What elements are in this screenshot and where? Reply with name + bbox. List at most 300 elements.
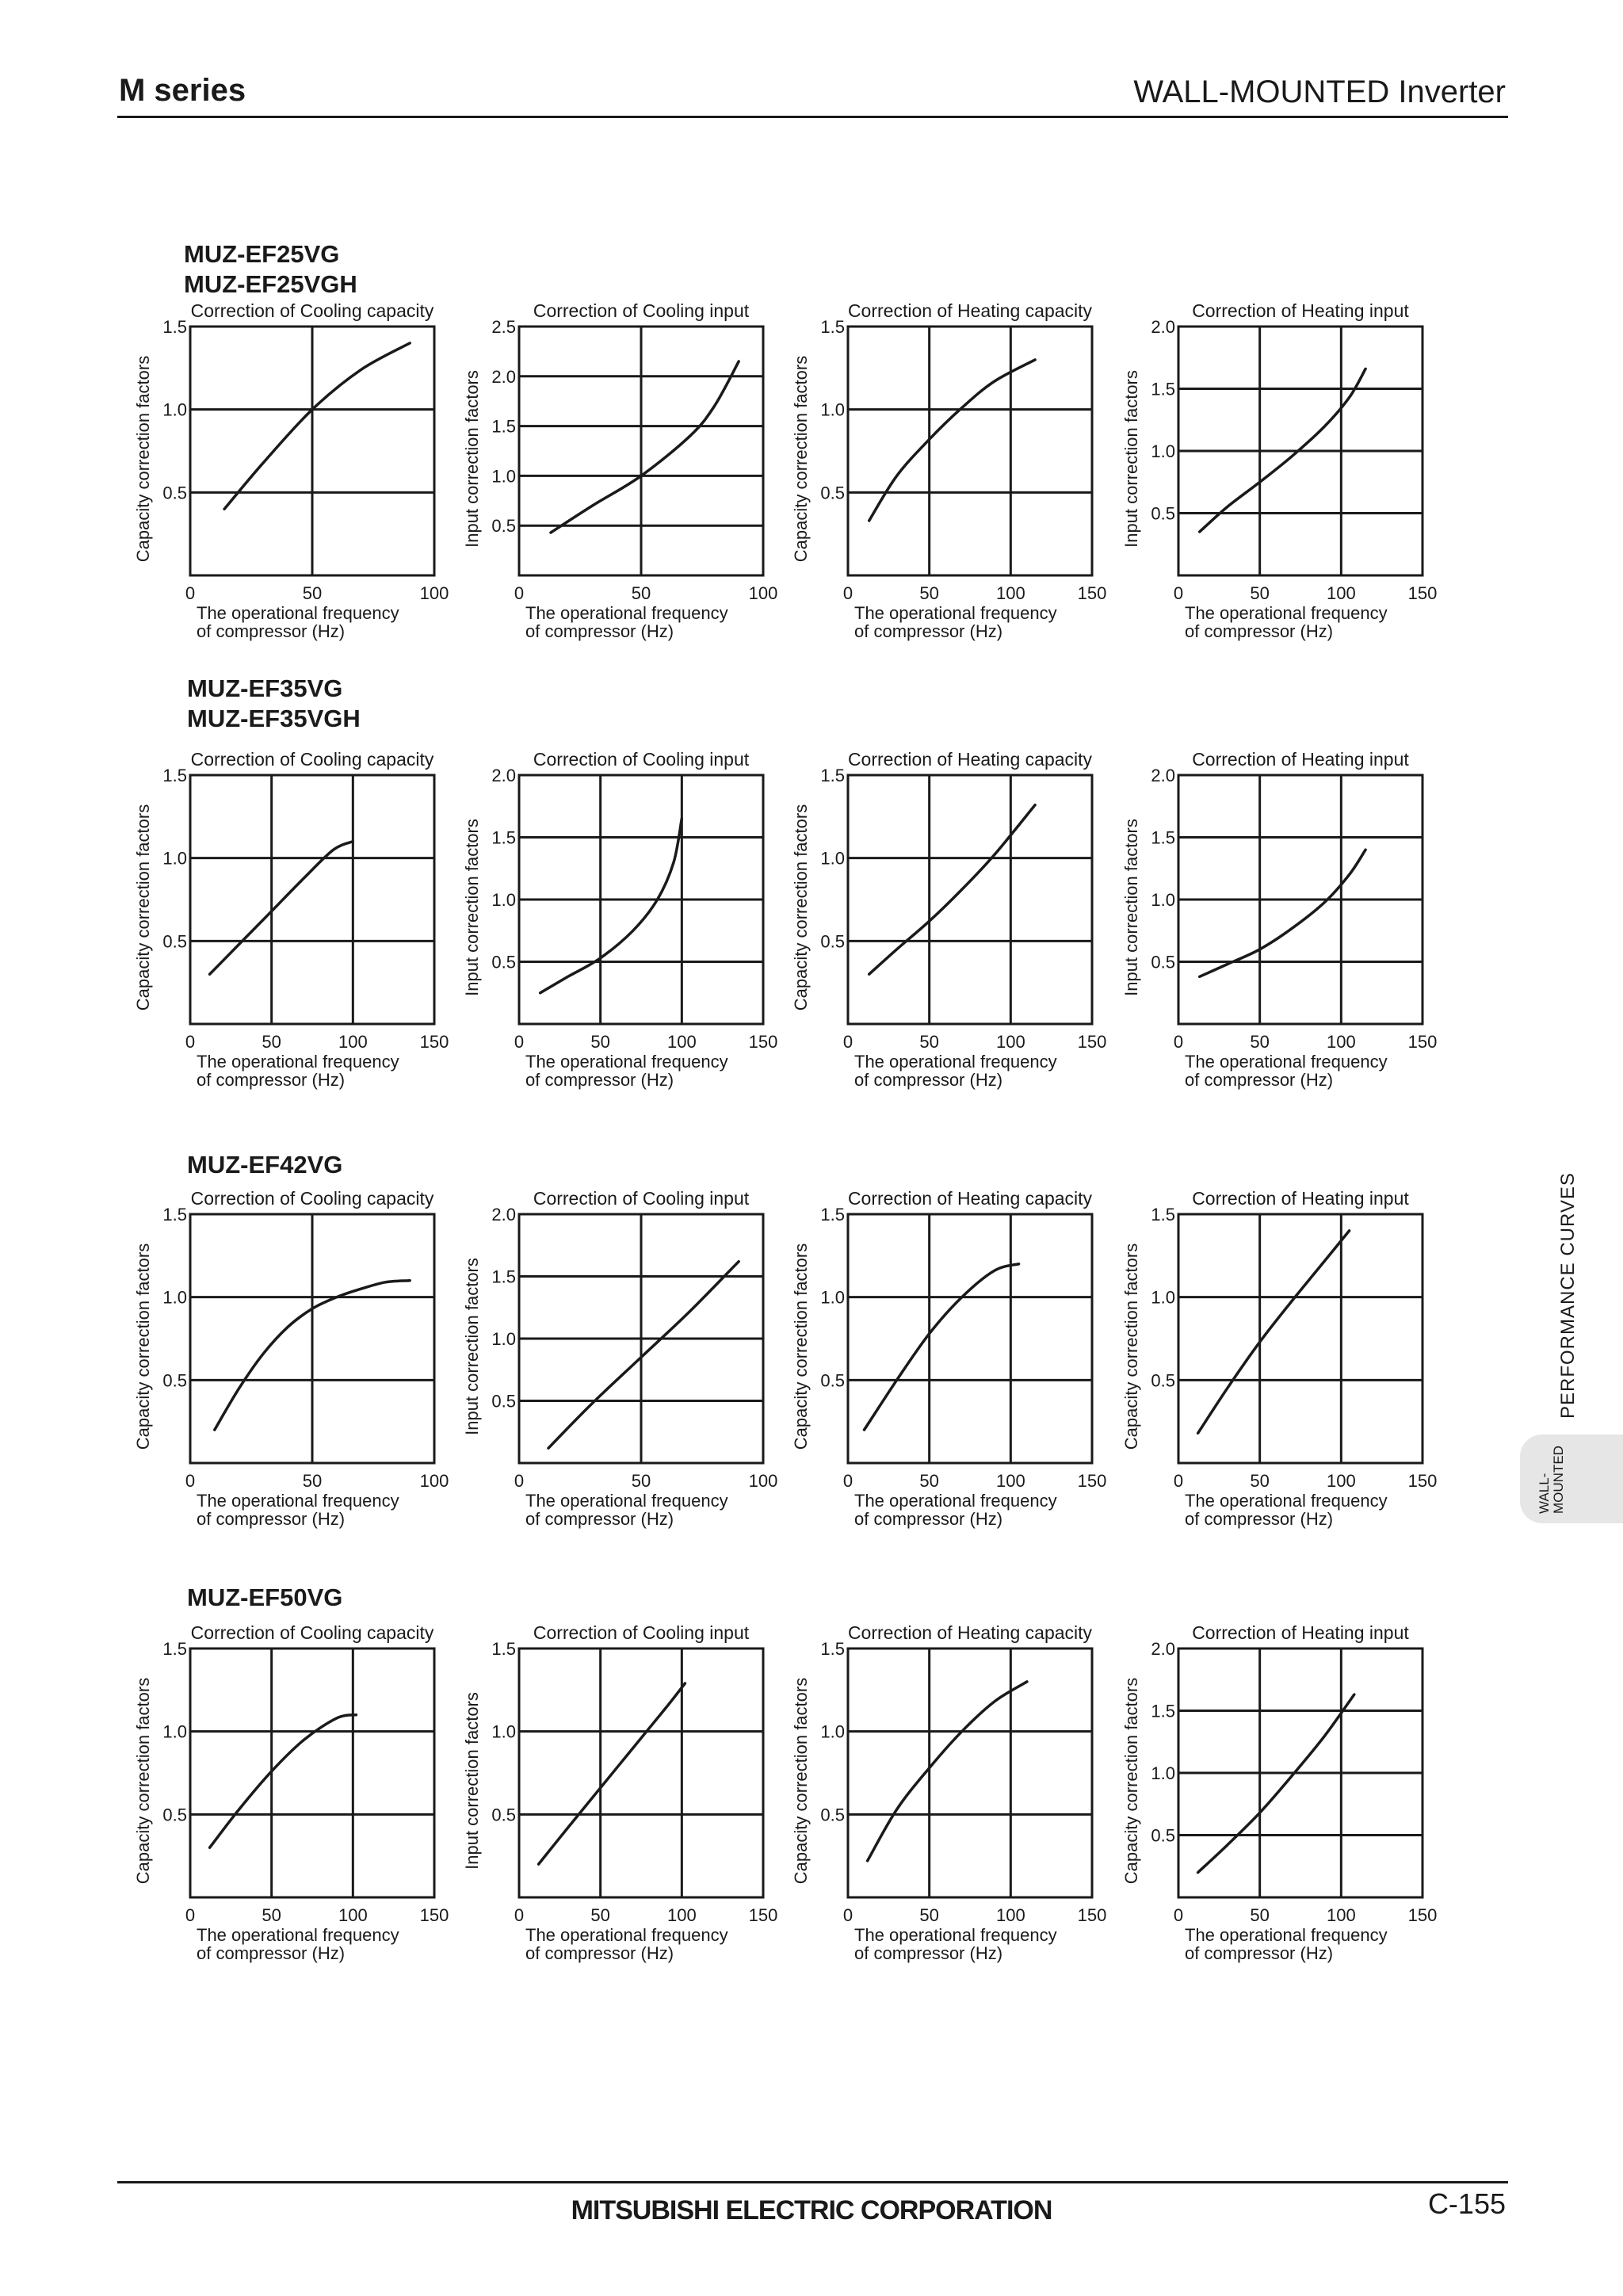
y-tick-label: 2.0 — [491, 766, 516, 785]
y-axis-label: Capacity correction factors — [791, 1677, 811, 1885]
x-tick-label: 150 — [1077, 1032, 1107, 1052]
data-point — [360, 369, 362, 371]
data-point — [1226, 1387, 1228, 1389]
chart-title: Correction of Heating capacity — [847, 1622, 1093, 1643]
chart-title: Correction of Cooling input — [533, 300, 750, 321]
x-tick-label: 150 — [1077, 1471, 1107, 1491]
x-tick-label: 150 — [1407, 1032, 1438, 1052]
x-tick-label: 100 — [748, 583, 778, 603]
y-axis-label: Input correction factors — [1121, 370, 1141, 548]
x-tick-label: 50 — [302, 1471, 323, 1491]
x-tick-label: 150 — [748, 1032, 778, 1052]
y-tick-label: 1.0 — [491, 1329, 516, 1349]
y-tick-label: 1.0 — [491, 1721, 516, 1742]
y-tick-label: 1.0 — [1151, 441, 1175, 461]
x-axis-label: The operational frequency — [854, 1925, 1057, 1945]
x-tick-label: 50 — [1250, 1905, 1270, 1925]
data-point — [1034, 358, 1037, 361]
y-axis-label: Capacity correction factors — [791, 355, 811, 563]
chart-title: Correction of Heating input — [1192, 749, 1409, 770]
x-tick-label: 0 — [1173, 1471, 1184, 1491]
chart-title: Correction of Heating capacity — [847, 300, 1093, 321]
y-tick-label: 0.5 — [1151, 1825, 1175, 1846]
x-tick-label: 0 — [185, 583, 196, 603]
x-axis-label: of compressor (Hz) — [854, 1509, 1003, 1529]
data-point — [960, 407, 963, 409]
x-axis-label: of compressor (Hz) — [525, 1509, 674, 1529]
data-point — [689, 1310, 691, 1312]
x-tick-label: 100 — [748, 1471, 778, 1491]
data-point — [1034, 804, 1037, 806]
x-tick-label: 0 — [514, 1032, 525, 1052]
data-point — [355, 1713, 357, 1716]
y-tick-label: 0.5 — [1151, 1370, 1175, 1391]
data-point — [1258, 481, 1261, 483]
x-tick-label: 150 — [1077, 583, 1107, 603]
data-point — [208, 1847, 211, 1849]
y-tick-label: 1.0 — [162, 848, 187, 869]
x-tick-label: 0 — [514, 1905, 525, 1925]
x-axis-label: of compressor (Hz) — [1185, 621, 1334, 641]
y-axis-label: Input correction factors — [1121, 819, 1141, 996]
x-tick-label: 0 — [842, 583, 854, 603]
data-point — [681, 817, 683, 819]
data-point — [664, 1707, 666, 1710]
chart-title: Correction of Heating input — [1192, 1622, 1409, 1643]
tab-line-2: MOUNTED — [1551, 1446, 1566, 1514]
data-point — [591, 505, 594, 507]
x-axis-label: The operational frequency — [525, 1925, 728, 1945]
y-tick-label: 2.5 — [491, 317, 516, 337]
plot-frame — [190, 775, 434, 1024]
data-point — [409, 342, 411, 344]
y-tick-label: 1.0 — [820, 1721, 845, 1742]
data-point — [213, 1429, 216, 1431]
y-tick-label: 2.0 — [491, 366, 516, 387]
y-tick-label: 1.5 — [491, 1639, 516, 1659]
correction-curve — [868, 1682, 1027, 1861]
y-axis-label: Capacity correction factors — [133, 1677, 153, 1885]
data-point — [1365, 849, 1367, 851]
correction-curve — [210, 1715, 357, 1848]
x-tick-label: 100 — [666, 1905, 697, 1925]
x-axis-label: of compressor (Hz) — [525, 1070, 674, 1090]
data-point — [1348, 1229, 1350, 1232]
x-axis-label: of compressor (Hz) — [854, 621, 1003, 641]
data-point — [993, 380, 995, 383]
data-point — [567, 1827, 569, 1829]
x-tick-label: 100 — [1326, 1471, 1356, 1491]
data-point — [993, 1700, 995, 1702]
x-axis-label: The operational frequency — [525, 1491, 728, 1511]
chart-title: Correction of Heating input — [1192, 1188, 1409, 1209]
x-tick-label: 150 — [1407, 1471, 1438, 1491]
section-tab-text — [1537, 1446, 1566, 1514]
data-point — [303, 1739, 305, 1741]
data-point — [238, 943, 240, 946]
x-axis-label: The operational frequency — [525, 603, 728, 623]
y-axis-label: Input correction factors — [462, 1258, 482, 1435]
x-axis-label: The operational frequency — [1185, 1052, 1388, 1072]
data-point — [567, 976, 569, 978]
y-tick-label: 2.0 — [1151, 317, 1175, 337]
data-point — [1291, 455, 1293, 457]
x-tick-label: 150 — [1077, 1905, 1107, 1925]
x-axis-label: The operational frequency — [1185, 1925, 1388, 1945]
tab-line-1: WALL- — [1537, 1473, 1552, 1514]
y-tick-label: 1.0 — [491, 466, 516, 487]
x-axis-label: The operational frequency — [1185, 603, 1388, 623]
y-axis-label: Input correction factors — [462, 370, 482, 548]
data-point — [409, 1279, 411, 1282]
y-tick-label: 1.5 — [1151, 1205, 1175, 1224]
x-tick-label: 50 — [590, 1905, 610, 1925]
y-tick-label: 0.5 — [491, 1391, 516, 1412]
x-tick-label: 0 — [1173, 1905, 1184, 1925]
chart-title: Correction of Cooling capacity — [190, 1622, 434, 1643]
x-axis-label: of compressor (Hz) — [1185, 1509, 1334, 1529]
data-point — [287, 1326, 289, 1328]
data-point — [640, 1356, 642, 1358]
y-tick-label: 1.5 — [162, 1205, 187, 1224]
x-tick-label: 100 — [995, 583, 1025, 603]
y-tick-label: 1.5 — [820, 1639, 845, 1659]
data-point — [262, 1352, 265, 1354]
x-tick-label: 50 — [1250, 1471, 1270, 1491]
x-tick-label: 50 — [262, 1905, 281, 1925]
data-point — [863, 1429, 865, 1431]
y-tick-label: 1.5 — [820, 317, 845, 337]
data-point — [960, 1296, 963, 1298]
data-point — [896, 475, 898, 477]
chart-title: Correction of Cooling capacity — [190, 1188, 434, 1209]
y-tick-label: 1.5 — [1151, 1701, 1175, 1721]
y-tick-label: 1.0 — [491, 890, 516, 910]
footer-rule — [117, 2181, 1508, 2183]
x-axis-label: of compressor (Hz) — [854, 1943, 1003, 1963]
data-point — [1197, 1871, 1199, 1874]
x-tick-label: 50 — [631, 583, 651, 603]
y-tick-label: 2.0 — [1151, 1639, 1175, 1659]
series-title: M series — [119, 73, 246, 108]
x-tick-label: 100 — [338, 1032, 368, 1052]
y-tick-label: 0.5 — [820, 1370, 845, 1391]
data-point — [1348, 396, 1350, 399]
data-point — [270, 910, 273, 912]
data-point — [1365, 368, 1367, 370]
plot-frame — [848, 1648, 1092, 1897]
data-point — [1323, 1259, 1326, 1262]
correction-curve — [551, 361, 739, 533]
data-point — [1353, 1694, 1355, 1696]
model-name: MUZ-EF35VGH — [187, 705, 361, 732]
data-point — [993, 854, 995, 856]
x-tick-label: 50 — [919, 1032, 939, 1052]
x-tick-label: 50 — [1250, 1032, 1270, 1052]
x-tick-label: 50 — [919, 583, 939, 603]
data-point — [1226, 1844, 1228, 1847]
data-point — [1323, 901, 1326, 904]
x-axis-label: of compressor (Hz) — [1185, 1070, 1334, 1090]
x-tick-label: 0 — [842, 1471, 854, 1491]
x-tick-label: 0 — [842, 1032, 854, 1052]
x-tick-label: 0 — [185, 1905, 196, 1925]
x-axis-label: of compressor (Hz) — [1185, 1943, 1334, 1963]
model-name: MUZ-EF42VG — [187, 1151, 343, 1179]
x-tick-label: 0 — [185, 1471, 196, 1491]
data-point — [713, 405, 716, 407]
y-axis-label: Input correction factors — [462, 819, 482, 996]
chart-title: Correction of Heating capacity — [847, 1188, 1093, 1209]
x-tick-label: 50 — [919, 1905, 939, 1925]
data-point — [684, 1682, 686, 1684]
x-axis-label: The operational frequency — [854, 603, 1057, 623]
data-point — [868, 973, 870, 976]
x-tick-label: 100 — [419, 1471, 449, 1491]
y-axis-label: Capacity correction factors — [133, 1243, 153, 1450]
correction-curve — [1198, 1231, 1350, 1433]
y-axis-label: Capacity correction factors — [791, 1243, 811, 1450]
data-point — [928, 1767, 930, 1769]
data-point — [303, 877, 305, 879]
plot-frame — [1178, 1214, 1423, 1463]
x-axis-label: of compressor (Hz) — [525, 621, 674, 641]
data-point — [738, 1260, 740, 1263]
y-tick-label: 1.0 — [1151, 1763, 1175, 1783]
chart-title: Correction of Cooling input — [533, 1622, 750, 1643]
y-tick-label: 0.5 — [162, 483, 187, 503]
data-point — [599, 1786, 601, 1789]
data-point — [311, 1308, 313, 1310]
data-point — [928, 920, 930, 923]
data-point — [866, 1859, 869, 1862]
y-tick-label: 1.5 — [162, 317, 187, 337]
data-point — [335, 1717, 338, 1719]
y-tick-label: 1.5 — [491, 416, 516, 437]
data-point — [332, 849, 334, 851]
data-point — [208, 973, 211, 976]
y-axis-label: Capacity correction factors — [1121, 1243, 1141, 1450]
y-tick-label: 1.5 — [162, 1639, 187, 1659]
category-title: WALL-MOUNTED Inverter — [1133, 74, 1506, 109]
y-tick-label: 0.5 — [820, 483, 845, 503]
model-name: MUZ-EF35VG — [187, 674, 343, 702]
data-point — [673, 861, 675, 863]
x-tick-label: 150 — [748, 1905, 778, 1925]
correction-curve — [865, 1264, 1019, 1430]
plot-frame — [848, 775, 1092, 1024]
y-tick-label: 1.0 — [162, 1721, 187, 1742]
y-tick-label: 0.5 — [491, 1805, 516, 1825]
x-axis-label: The operational frequency — [854, 1052, 1057, 1072]
correction-curve — [1198, 1694, 1354, 1873]
data-point — [1258, 948, 1261, 950]
data-point — [1323, 425, 1326, 427]
x-axis-label: The operational frequency — [197, 1052, 399, 1072]
data-point — [591, 1402, 594, 1404]
correction-curve — [224, 343, 410, 509]
model-name: MUZ-EF25VGH — [184, 270, 357, 298]
data-point — [640, 475, 642, 477]
y-tick-label: 0.5 — [491, 516, 516, 537]
chart-title: Correction of Cooling input — [533, 749, 750, 770]
correction-curve — [539, 1683, 685, 1864]
data-point — [1226, 963, 1228, 965]
data-point — [896, 1809, 898, 1811]
section-tab[interactable] — [1520, 1435, 1623, 1523]
data-point — [868, 519, 870, 521]
data-point — [656, 898, 659, 900]
y-tick-label: 1.5 — [1151, 379, 1175, 399]
data-point — [547, 1447, 549, 1450]
y-tick-label: 0.5 — [162, 1370, 187, 1391]
data-point — [1258, 1341, 1261, 1343]
data-point — [1197, 1432, 1199, 1435]
section-label-text: PERFORMANCE CURVES — [1557, 1172, 1579, 1419]
y-tick-label: 1.5 — [820, 766, 845, 785]
data-point — [1018, 1263, 1020, 1265]
x-axis-label: of compressor (Hz) — [854, 1070, 1003, 1090]
data-point — [262, 461, 265, 464]
y-tick-label: 2.0 — [1151, 766, 1175, 785]
data-point — [599, 957, 601, 959]
y-axis-label: Capacity correction factors — [1121, 1677, 1141, 1885]
x-tick-label: 150 — [419, 1032, 449, 1052]
data-point — [238, 1387, 240, 1389]
x-tick-label: 50 — [262, 1032, 281, 1052]
y-axis-label: Input correction factors — [462, 1692, 482, 1870]
y-tick-label: 1.5 — [491, 1266, 516, 1287]
x-tick-label: 100 — [995, 1905, 1025, 1925]
y-tick-label: 0.5 — [491, 952, 516, 972]
data-point — [539, 991, 541, 994]
y-tick-label: 1.5 — [491, 827, 516, 848]
x-tick-label: 0 — [842, 1905, 854, 1925]
chart-title: Correction of Cooling capacity — [190, 749, 434, 770]
y-tick-label: 1.5 — [162, 766, 187, 785]
data-point — [549, 531, 552, 533]
data-point — [960, 1730, 963, 1733]
data-point — [360, 1288, 362, 1290]
data-point — [537, 1863, 540, 1866]
x-tick-label: 0 — [514, 583, 525, 603]
x-axis-label: The operational frequency — [854, 1491, 1057, 1511]
x-tick-label: 100 — [1326, 1905, 1356, 1925]
y-tick-label: 0.5 — [162, 931, 187, 952]
x-tick-label: 100 — [338, 1905, 368, 1925]
y-tick-label: 1.0 — [820, 399, 845, 420]
company-name: MITSUBISHI ELECTRIC CORPORATION — [571, 2195, 1052, 2225]
x-axis-label: of compressor (Hz) — [197, 1509, 346, 1529]
data-point — [1226, 506, 1228, 508]
data-point — [1348, 873, 1350, 876]
data-point — [896, 948, 898, 950]
data-point — [223, 508, 226, 510]
data-point — [960, 888, 963, 891]
data-point — [1258, 1812, 1261, 1814]
y-tick-label: 0.5 — [1151, 952, 1175, 972]
plot-frame — [848, 327, 1092, 575]
x-axis-label: The operational frequency — [197, 1925, 399, 1945]
y-tick-label: 1.0 — [162, 399, 187, 420]
chart-title: Correction of Heating input — [1192, 300, 1409, 321]
data-point — [311, 408, 313, 411]
y-tick-label: 1.5 — [820, 1205, 845, 1224]
page-number: C-155 — [1427, 2187, 1506, 2220]
data-point — [1323, 1734, 1326, 1736]
x-tick-label: 150 — [1407, 583, 1438, 603]
x-tick-label: 150 — [1407, 1905, 1438, 1925]
x-tick-label: 50 — [1250, 583, 1270, 603]
data-point — [632, 1747, 634, 1749]
chart-title: Correction of Cooling capacity — [190, 300, 434, 321]
data-point — [632, 930, 634, 932]
x-tick-label: 100 — [419, 583, 449, 603]
x-axis-label: The operational frequency — [197, 603, 399, 623]
data-point — [1198, 976, 1201, 978]
x-tick-label: 50 — [302, 583, 323, 603]
data-point — [384, 1281, 387, 1283]
x-tick-label: 0 — [514, 1471, 525, 1491]
data-point — [896, 1379, 898, 1381]
data-point — [928, 1332, 930, 1335]
y-tick-label: 1.0 — [820, 1287, 845, 1308]
y-tick-label: 0.5 — [1151, 503, 1175, 524]
x-tick-label: 100 — [995, 1032, 1025, 1052]
x-axis-label: The operational frequency — [197, 1491, 399, 1511]
data-point — [238, 1809, 240, 1811]
x-axis-label: of compressor (Hz) — [197, 1943, 346, 1963]
x-tick-label: 50 — [919, 1471, 939, 1491]
data-point — [738, 360, 740, 362]
y-tick-label: 2.0 — [491, 1205, 516, 1224]
plot-frame — [848, 1214, 1092, 1463]
data-point — [689, 435, 691, 437]
y-axis-label: Capacity correction factors — [133, 804, 153, 1011]
y-tick-label: 1.5 — [1151, 827, 1175, 848]
plot-frame — [190, 1648, 434, 1897]
x-tick-label: 0 — [1173, 1032, 1184, 1052]
data-point — [335, 1296, 338, 1298]
model-name: MUZ-EF25VG — [184, 240, 340, 268]
correction-curve — [540, 819, 682, 993]
y-tick-label: 1.0 — [820, 848, 845, 869]
x-tick-label: 50 — [631, 1471, 651, 1491]
y-tick-label: 0.5 — [820, 931, 845, 952]
x-tick-label: 0 — [1173, 583, 1184, 603]
correction-curve — [210, 842, 353, 975]
y-tick-label: 1.0 — [162, 1287, 187, 1308]
y-tick-label: 0.5 — [162, 1805, 187, 1825]
model-name: MUZ-EF50VG — [187, 1584, 343, 1611]
data-point — [928, 438, 930, 441]
x-axis-label: of compressor (Hz) — [525, 1943, 674, 1963]
y-tick-label: 1.0 — [1151, 1287, 1175, 1308]
x-tick-label: 0 — [185, 1032, 196, 1052]
y-tick-label: 1.0 — [1151, 890, 1175, 910]
x-tick-label: 100 — [1326, 583, 1356, 603]
x-tick-label: 100 — [1326, 1032, 1356, 1052]
y-axis-label: Capacity correction factors — [791, 804, 811, 1011]
correction-curve — [548, 1262, 739, 1449]
y-axis-label: Capacity correction factors — [133, 355, 153, 563]
x-tick-label: 100 — [666, 1032, 697, 1052]
x-axis-label: of compressor (Hz) — [197, 621, 346, 641]
x-tick-label: 150 — [419, 1905, 449, 1925]
data-point — [1025, 1680, 1028, 1683]
x-tick-label: 100 — [995, 1471, 1025, 1491]
data-point — [352, 840, 354, 842]
